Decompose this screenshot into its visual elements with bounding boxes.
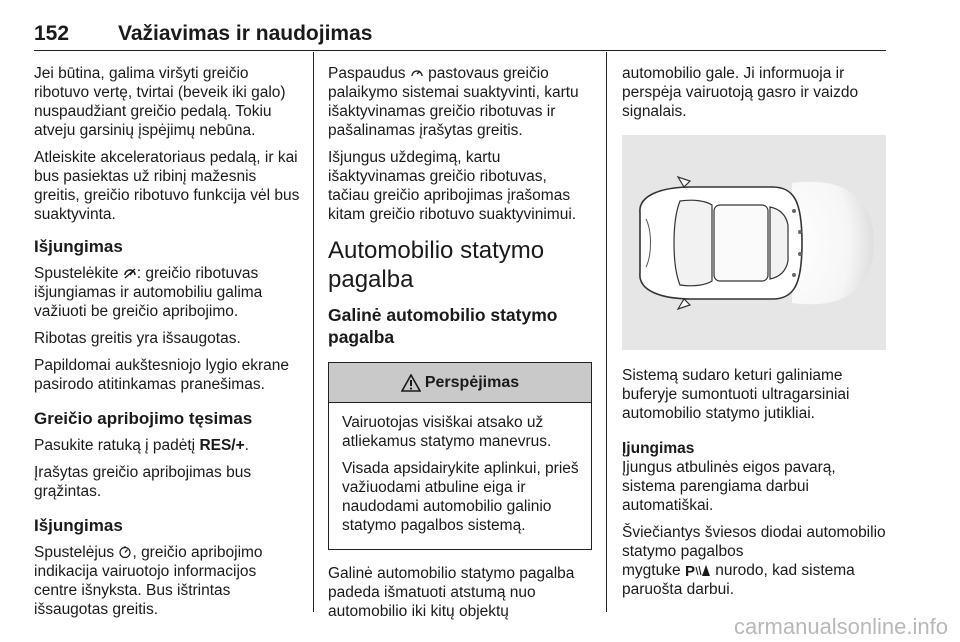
- speed-limiter-icon: [118, 545, 132, 559]
- warning-body: [329, 403, 591, 549]
- column-2: [328, 64, 592, 629]
- parking-sensor-illustration: [622, 135, 886, 350]
- column-divider-1: [313, 52, 314, 612]
- paragraph: Įrašytas greičio apribojimas bus grąžintas.: [34, 464, 252, 500]
- parking-assist-button-icon: [685, 563, 711, 577]
- subsection-title: Galinė automobilio statymo pagalba: [328, 305, 558, 347]
- heading-switch-on: Įjungimas: [622, 440, 695, 457]
- paragraph: Pasukite ratuką į padėtį RES/+.: [34, 437, 249, 454]
- paragraph: Įjungus atbulinės eigos pavarą, sistema parengiama darbui automatiškai.: [622, 459, 836, 514]
- paragraph: Visada apsidairykite aplinkui, prieš važiuodami atbuline eiga ir naudodami automobilio galinio statymo pagalbos sistemą.: [342, 460, 579, 534]
- paragraph: automobilio gale. Ji informuoja ir perspėja vairuotoją gasro ir vaizdo signalais.: [622, 65, 859, 120]
- paragraph: Papildomai aukštesniojo lygio ekrane pasirodo atitinkamas pranešimas.: [34, 357, 290, 393]
- sensor-dot: [798, 252, 802, 256]
- watermark: carmanualsonline.info: [733, 614, 948, 639]
- warning-title: Perspėjimas: [424, 374, 520, 391]
- heading-switch-off-2: Išjungimas: [34, 516, 123, 535]
- heading-switch-off: Išjungimas: [34, 237, 123, 256]
- warning-box: [328, 362, 592, 550]
- page-header: [34, 18, 886, 52]
- column-3: [622, 64, 890, 607]
- paragraph: Šviečiantys šviesos diodai automobilio statymo pagalbos: [622, 524, 886, 560]
- sensor-dot: [798, 230, 802, 234]
- paragraph: Sistemą sudaro keturi galiniame buferyje sumontuoti ultragarsiniai automobilio statymo jutikliai.: [622, 367, 850, 422]
- sensor-dot: [792, 273, 796, 277]
- paragraph: Išjungus uždegimą, kartu išaktyvinamas greičio ribotuvas, tačiau greičio apribojimas įrašomas kitam greičio ribotuvo suaktyvinimui.: [328, 149, 577, 223]
- paragraph: Galinė automobilio statymo pagalba padeda išmatuoti atstumą nuo automobilio iki kitų objektų: [328, 565, 575, 620]
- warning-triangle-icon: [401, 374, 421, 392]
- column-1: [34, 64, 302, 627]
- page-number: 152: [34, 22, 70, 45]
- page-title: Važiavimas ir naudojimas: [118, 22, 373, 45]
- paragraph: Ribotas greitis yra išsaugotas.: [34, 330, 241, 347]
- heading-resume: Greičio apribojimo tęsimas: [34, 409, 253, 428]
- warning-header: [329, 363, 591, 403]
- paragraph: Atleiskite akceleratoriaus pedalą, ir kai bus pasiektas už ribinį mažesnis greitis, greičio ribotuvo funkcija vėl bus suaktyvinta.: [34, 149, 300, 223]
- column-divider-2: [606, 52, 607, 612]
- paragraph: mygtuke P nurodo, kad sistema paruošta darbui.: [622, 562, 855, 598]
- paragraph: Vairuotojas visiškai atsako už atliekamus statymo manevrus.: [342, 414, 552, 450]
- svg-text:P: P: [684, 563, 695, 577]
- cruise-control-icon: [410, 66, 424, 80]
- header-rule: [34, 50, 886, 51]
- paragraph: Spustelėjus , greičio apribojimo indikacija vairuotojo informacijos centre išnyksta. Bus ištrintas išsaugotas greitis.: [34, 544, 263, 618]
- sensor-dot: [792, 209, 796, 213]
- car-top-view: [640, 177, 802, 309]
- speed-limiter-off-icon: [123, 266, 137, 280]
- paragraph: Paspaudus pastovaus greičio palaikymo sistemai suaktyvinti, kartu išaktyvinamas greičio ribotuvas ir pašalinamas įrašytas greitis.: [328, 65, 579, 139]
- sensor-field-shape: [792, 182, 874, 305]
- paragraph: Spustelėkite : greičio ribotuvas išjungiamas ir automobiliu galima važiuoti be greičio apribojimo.: [34, 265, 263, 320]
- section-title: Automobilio statymo pagalba: [328, 237, 545, 293]
- paragraph: Jei būtina, galima viršyti greičio ribotuvo vertę, tvirtai (beveik iki galo) nuspaudžiant greičio pedalą. Tokiu atveju garsinių įspėjimų nebūna.: [34, 65, 286, 139]
